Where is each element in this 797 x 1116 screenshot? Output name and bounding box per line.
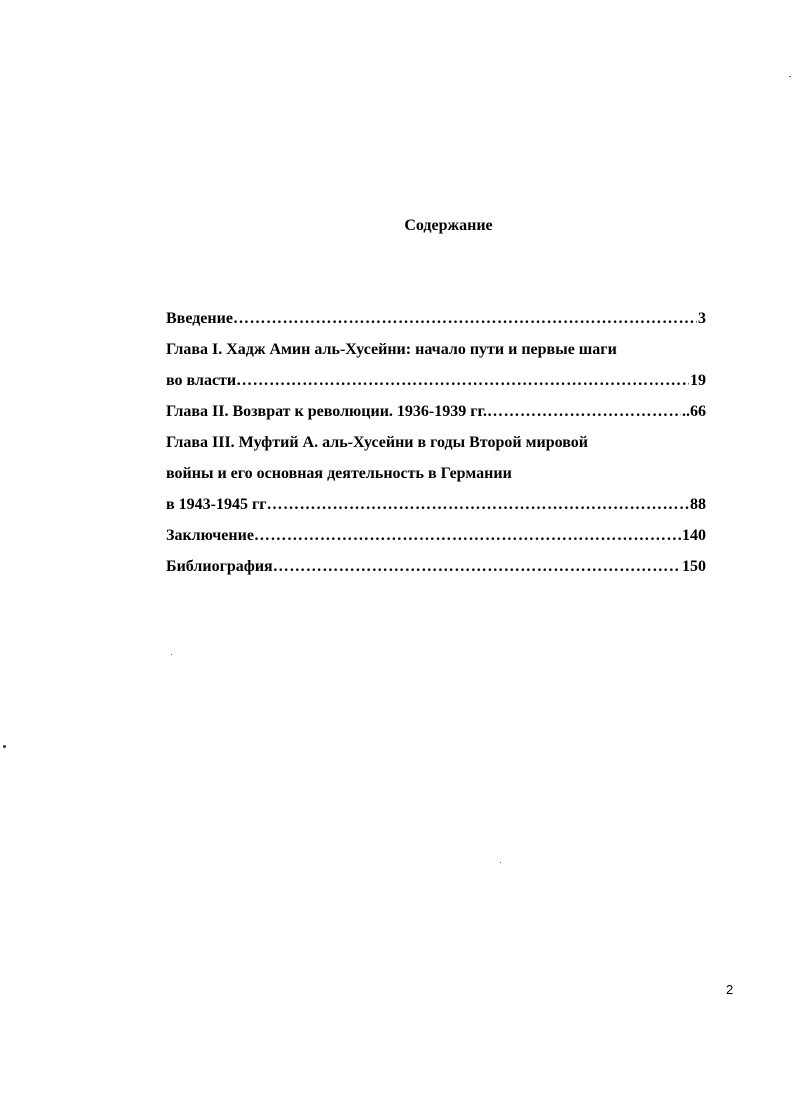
scan-speck: [789, 76, 791, 77]
toc-entry-text: в 1943-1945 гг: [166, 496, 267, 513]
scan-speck: [171, 654, 172, 655]
toc-entry-text: Введение: [166, 310, 233, 327]
toc-entry-conclusion: [166, 523, 706, 554]
toc-entry-chapter-1-line-2: [166, 368, 706, 399]
toc-entry-text: войны и его основная деятельность в Германии: [166, 465, 512, 482]
table-of-contents: [166, 306, 706, 585]
toc-entry-bibliography: [166, 554, 706, 585]
toc-entry-page: 88: [690, 496, 706, 513]
toc-entry-chapter-1-line-1: [166, 337, 706, 368]
toc-entry-page: 150: [682, 558, 706, 575]
dot-leader: [487, 399, 681, 425]
page-number: 2: [726, 982, 734, 997]
toc-entry-text: Глава I. Хадж Амин аль-Хусейни: начало пути и первые шаги: [166, 341, 617, 358]
toc-entry-page: 19: [690, 372, 706, 389]
toc-entry-chapter-3-line-3: [166, 492, 706, 523]
toc-entry-introduction: [166, 306, 706, 337]
toc-entry-text: Библиография: [166, 558, 273, 575]
toc-entry-chapter-3-line-1: [166, 430, 706, 461]
toc-entry-chapter-2: [166, 399, 706, 430]
dot-leader: [254, 523, 681, 549]
dot-leader: [267, 492, 690, 518]
scan-speck: [3, 745, 6, 748]
toc-entry-text: Глава III. Муфтий А. аль-Хусейни в годы Второй мировой: [166, 434, 588, 451]
toc-entry-text: во власти: [166, 372, 237, 389]
dot-leader: [273, 554, 681, 580]
scan-speck: [500, 862, 501, 863]
toc-entry-page: 3: [698, 310, 706, 327]
toc-entry-page: ..66: [682, 403, 706, 420]
toc-entry-page: 140: [682, 527, 706, 544]
toc-title: Содержание: [404, 217, 493, 234]
toc-entry-chapter-3-line-2: [166, 461, 706, 492]
dot-leader: [236, 368, 689, 394]
dot-leader: [233, 306, 697, 332]
toc-entry-text: Глава II. Возврат к революции. 1936-1939 гг.: [166, 403, 487, 420]
toc-entry-text: Заключение: [166, 527, 254, 544]
